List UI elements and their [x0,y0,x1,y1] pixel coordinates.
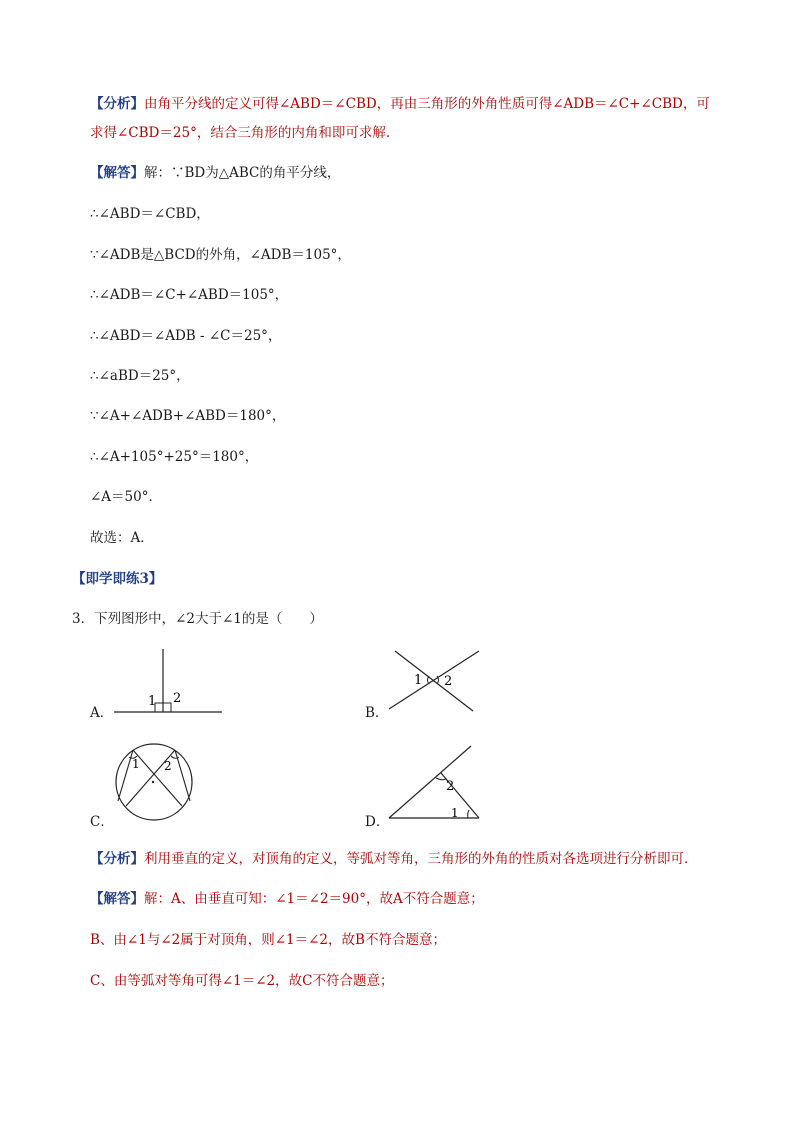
solution-step: ∴∠ABD＝∠ADB - ∠C＝25°， [90,328,282,344]
solution-first-text: 解：∵BD为△ABC的角平分线， [144,165,341,181]
solution3-text-1: 解：A、由垂直可知：∠1＝∠2＝90°，故A不符合题意； [144,891,484,907]
question-stem: 3．下列图形中，∠2大于∠1的是（ ） [72,611,323,627]
solution-step: 故选：A． [90,530,154,546]
angle-label-2: 2 [173,691,182,706]
angle-label-1: 1 [414,673,423,688]
angle-label-2: 2 [444,674,453,689]
option-d-label: D． [365,814,390,830]
analysis3-line [90,849,698,869]
solution-step: ∵∠A+∠ADB+∠ABD＝180°， [90,408,286,424]
solution-step: ∴∠ABD＝∠CBD， [90,206,210,222]
practice-heading: 【即学即练3】 [72,571,163,587]
analysis-text-1: 由角平分线的定义可得∠ABD＝∠CBD，再由三角形的外角性质可得∠ADB＝∠C+∠CBD，可 [144,96,710,112]
figure-b-vertical-angles [385,645,485,717]
option-c-label: C． [90,814,114,830]
solution-first-line [90,163,340,183]
solution-step: ∴∠aBD＝25°， [90,368,190,384]
solution-step: ∴∠A+105°+25°＝180°， [90,449,259,465]
solution3-tag: 【解答】 [90,891,144,907]
analysis-line-1 [90,94,710,114]
analysis-line-2: 求得∠CBD＝25°，结合三角形的内角和即可求解. [90,125,391,141]
angle-label-2: 2 [164,759,172,773]
solution-tag: 【解答】 [90,165,144,181]
solution3-line-1 [90,889,484,909]
analysis3-text: 利用垂直的定义，对顶角的定义，等弧对等角，三角形的外角的性质对各选项进行分析即可． [144,851,698,867]
solution-step: ∠A＝50°． [90,489,162,505]
solution-step: ∴∠ADB＝∠C+∠ABD＝105°， [90,287,289,303]
figure-d-triangle [385,742,485,824]
angle-label-1: 1 [148,694,157,709]
option-a-label: A． [90,705,114,721]
solution-step: ∵∠ADB是△BCD的外角，∠ADB＝105°， [90,247,351,263]
analysis3-tag: 【分析】 [90,851,144,867]
figure-a-perpendicular [110,645,230,717]
figure-c-circle [108,740,200,824]
angle-label-1: 1 [132,757,140,771]
solution3-line-3: C、由等弧对等角可得∠1＝∠2，故C不符合题意； [90,973,394,989]
analysis-tag: 【分析】 [90,96,144,112]
option-b-label: B． [365,705,389,721]
solution3-line-2: B、由∠1与∠2属于对顶角，则∠1＝∠2，故B不符合题意； [90,932,446,948]
angle-label-2: 2 [446,779,455,794]
angle-label-1: 1 [451,806,459,820]
